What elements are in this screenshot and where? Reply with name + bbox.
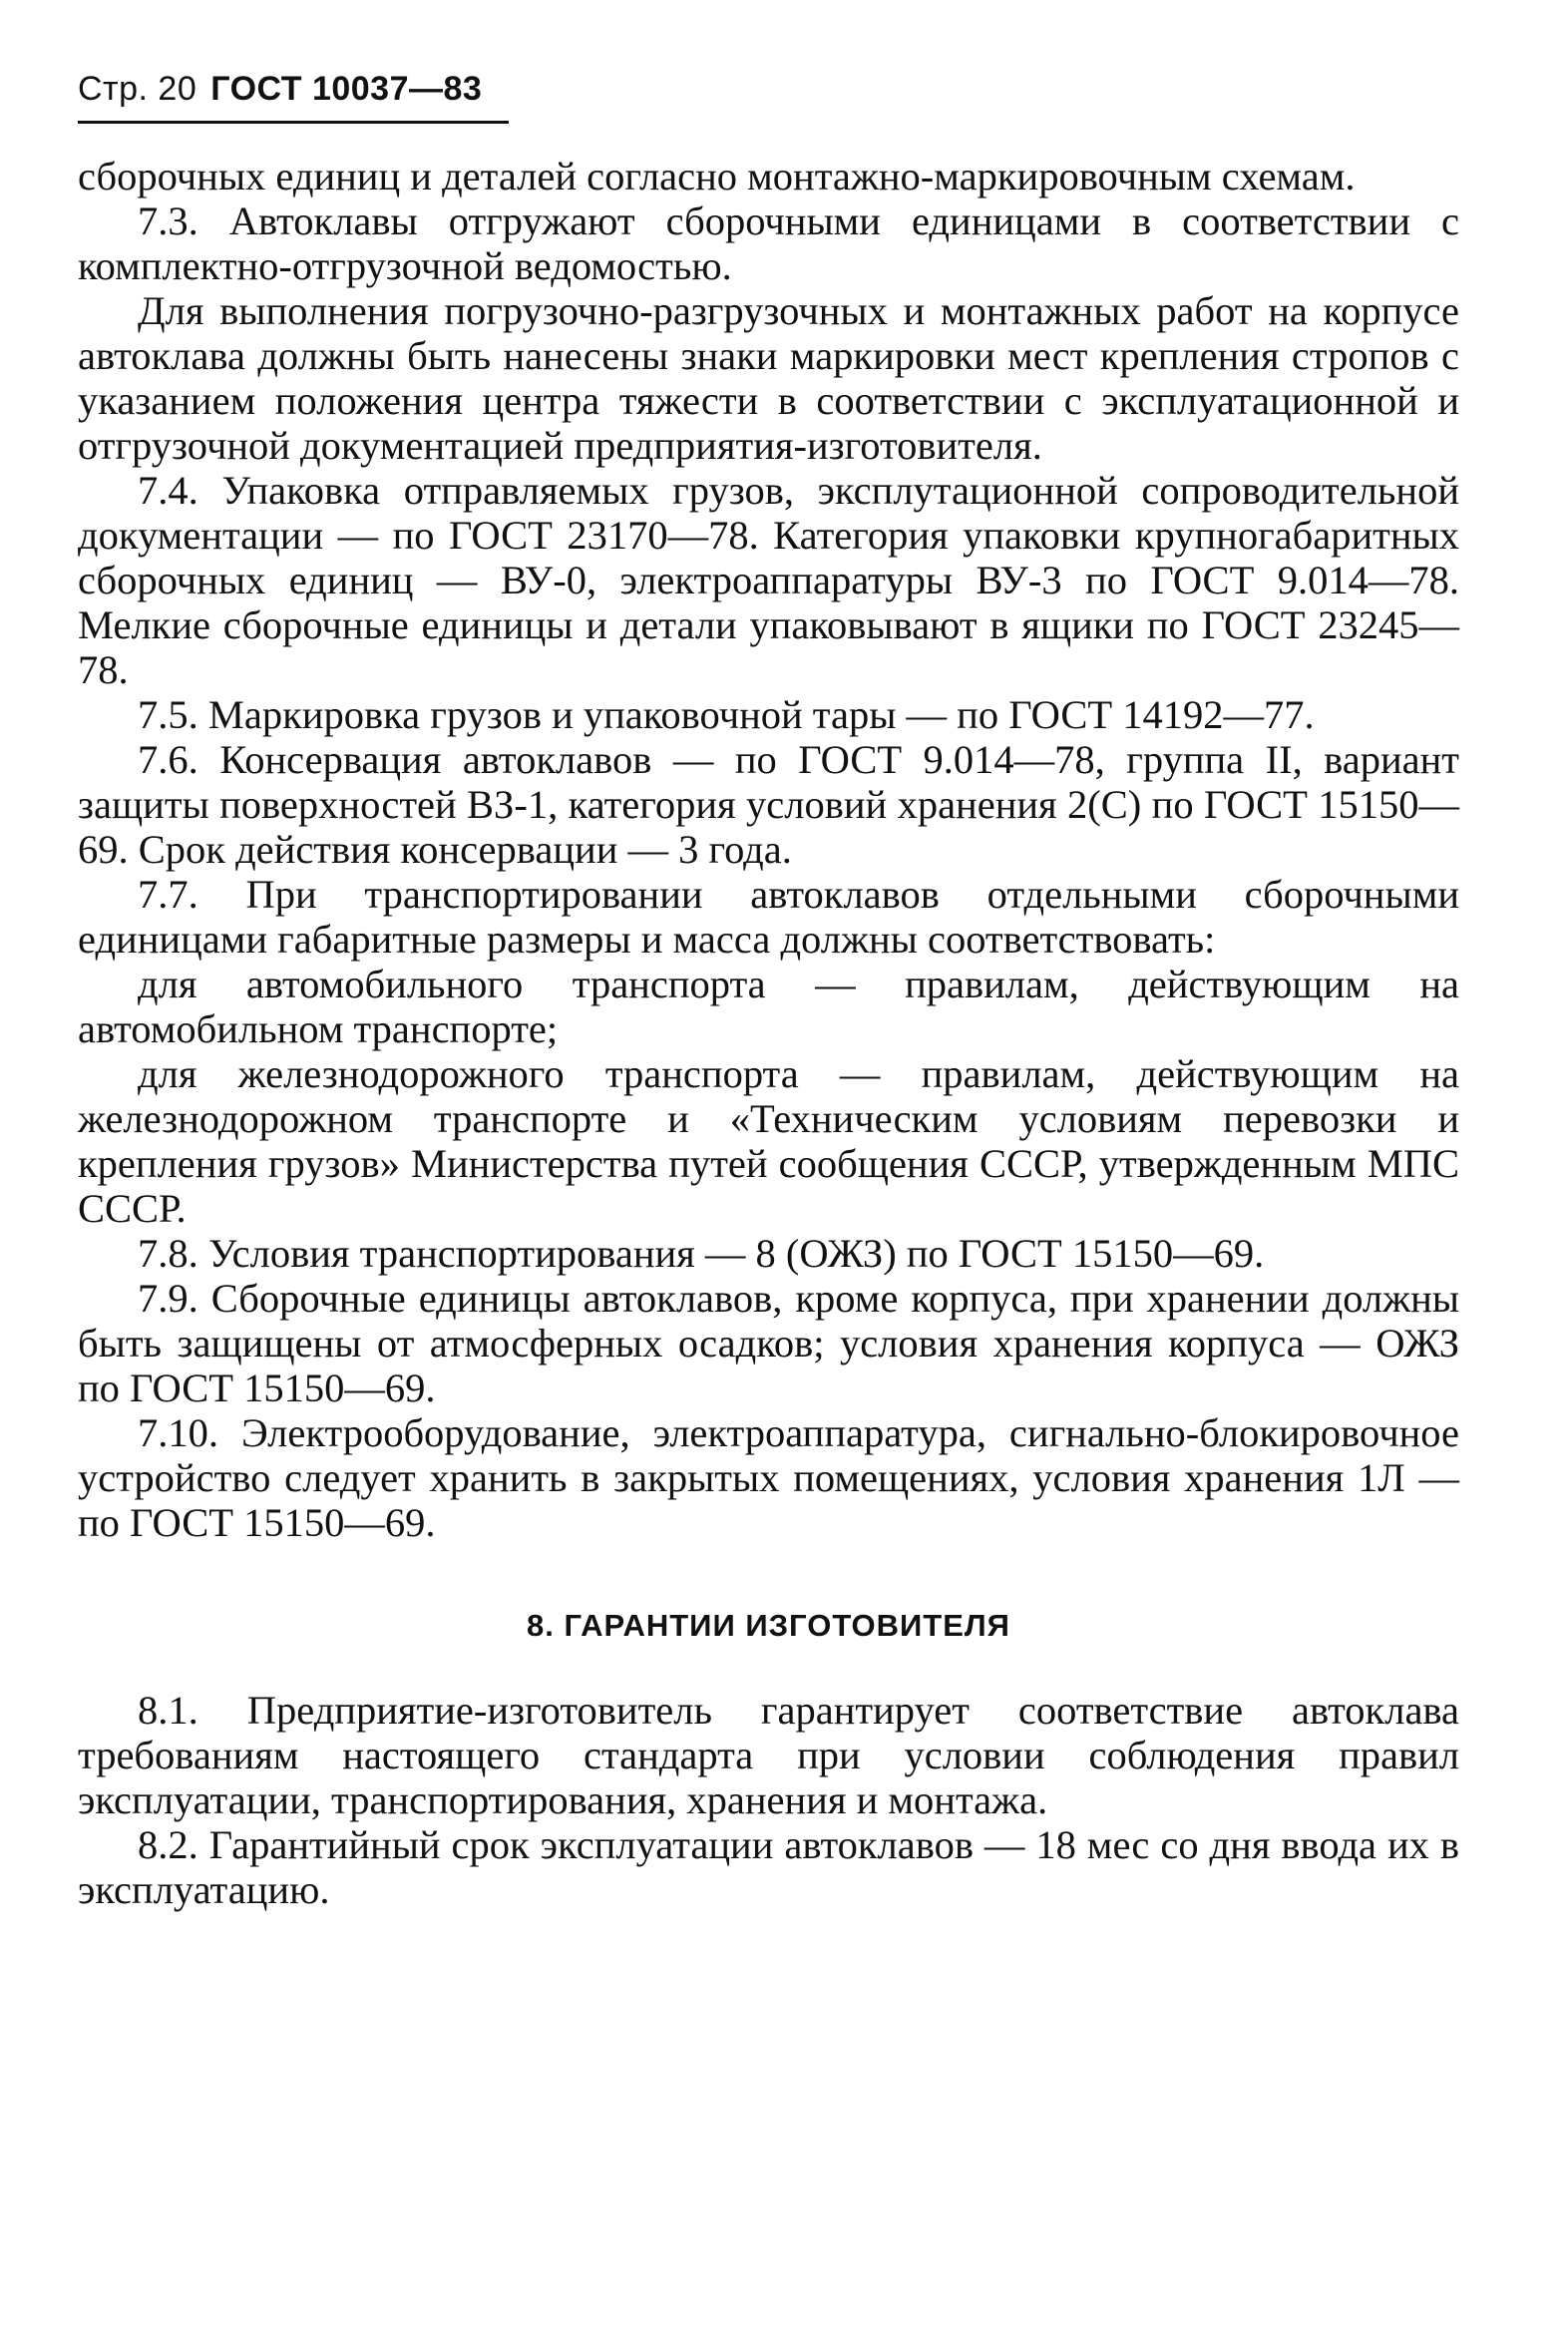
paragraph-7-7-road: для автомобильного транспорта — правилам, действующим на автомобильном транспорте; xyxy=(78,962,1459,1051)
paragraph-7-3: 7.3. Автоклавы отгружают сборочными единицами в соответствии с комплектно-отгрузочной ведомостью. xyxy=(78,198,1459,288)
section-8-title: 8. ГАРАНТИИ ИЗГОТОВИТЕЛЯ xyxy=(527,1608,1010,1643)
paragraph-7-9: 7.9. Сборочные единицы автоклавов, кроме корпуса, при хранении должны быть защищены от атмосферных осадков; условия хранения корпуса — ОЖЗ по ГОСТ 15150—69. xyxy=(78,1276,1459,1410)
paragraph-8-1: 8.1. Предприятие-изготовитель гарантирует соответствие автоклава требованиям настоящего стандарта при условии соблюдения правил эксплуатации, транспортирования, хранения и монтажа. xyxy=(78,1688,1459,1822)
paragraph-7-4: 7.4. Упаковка отправляемых грузов, эксплутационной сопроводительной документации — по ГОСТ 23170—78. Категория упаковки крупногабаритных сборочных единиц — ВУ-0, электроаппаратуры ВУ-3 по ГОСТ 9.014—78. Мелкие сборочные единицы и детали упаковывают в ящики по ГОСТ 23245—78. xyxy=(78,468,1459,692)
document-page xyxy=(78,70,1459,1912)
paragraph-7-7-rail: для железнодорожного транспорта — правилам, действующим на железнодорожном транспорте и «Техническим условиям перевозки и крепления грузов» Министерства путей сообщения СССР, утвержденным МПС СССР. xyxy=(78,1051,1459,1231)
paragraph-7-5: 7.5. Маркировка грузов и упаковочной тары — по ГОСТ 14192—77. xyxy=(138,692,1315,737)
paragraph-7-7: 7.7. При транспортировании автоклавов отдельными сборочными единицами габаритные размеры и масса должны соответствовать: xyxy=(78,872,1459,962)
paragraph-7-8: 7.8. Условия транспортирования — 8 (ОЖЗ) по ГОСТ 15150—69. xyxy=(138,1231,1265,1276)
paragraph-7-3-marking: Для выполнения погрузочно-разгрузочных и монтажных работ на корпусе автоклава должны быть нанесены знаки маркировки мест крепления стропов с указанием положения центра тяжести в соответствии с эксплуатационной и отгрузочной документацией предприятия-изготовителя. xyxy=(78,288,1459,468)
paragraph-7-6: 7.6. Консервация автоклавов — по ГОСТ 9.014—78, группа II, вариант защиты поверхностей ВЗ-1, категория условий хранения 2(С) по ГОСТ 15150—69. Срок действия консервации — 3 года. xyxy=(78,737,1459,872)
page-header xyxy=(78,70,509,124)
standard-number: ГОСТ 10037—83 xyxy=(210,70,483,108)
page-number: Стр. 20 xyxy=(78,70,197,108)
paragraph-continuation: сборочных единиц и деталей согласно монтажно-маркировочным схемам. xyxy=(78,154,1356,198)
paragraph-8-2: 8.2. Гарантийный срок эксплуатации автоклавов — 18 мес со дня ввода их в эксплуатацию. xyxy=(78,1822,1459,1912)
paragraph-7-10: 7.10. Электрооборудование, электроаппаратура, сигнально-блокировочное устройство следует хранить в закрытых помещениях, условия хранения 1Л — по ГОСТ 15150—69. xyxy=(78,1410,1459,1545)
document-body xyxy=(78,154,1459,1912)
